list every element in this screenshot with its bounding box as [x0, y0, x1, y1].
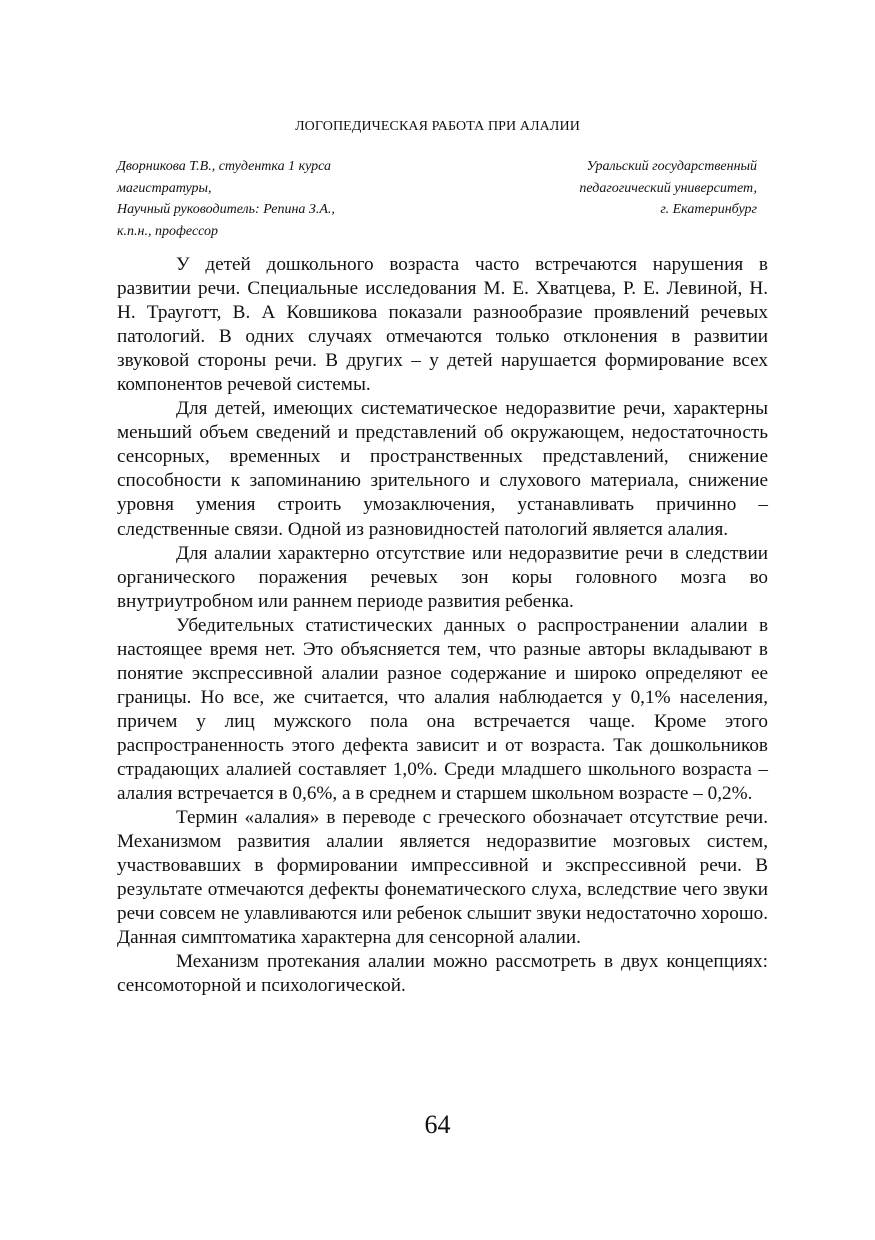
paragraph: Для алалии характерно отсутствие или недоразвитие речи в следствии органического поражения речевых зон коры головного мозга во внутриутробном или раннем периоде развития ребенка.: [117, 542, 768, 612]
paragraph: Термин «алалия» в переводе с греческого обозначает отсутствие речи. Механизмом развития алалии является недоразвитие мозговых систем, участвовавших в формировании импрессивной и экспрессивной речи. В результате отмечаются дефекты фонематического слуха, вследствие чего звуки речи совсем не улавливаются или ребенок слышит звуки недостаточно хорошо. Данная симптоматика характерна для сенсорной алалии.: [117, 807, 768, 949]
article-body: [117, 253, 768, 998]
affiliation-line: Уральский государственный: [586, 159, 757, 174]
author-info: [117, 156, 417, 242]
author-line: Научный руководитель: Репина З.А.,: [117, 202, 335, 218]
article-title: ЛОГОПЕДИЧЕСКАЯ РАБОТА ПРИ АЛАЛИИ: [295, 119, 580, 134]
page-number: 64: [424, 1110, 451, 1139]
paragraph: Механизм протекания алалии можно рассмотреть в двух концепциях: сенсомоторной и психологической.: [117, 951, 768, 997]
author-line: к.п.н., профессор: [117, 223, 219, 239]
author-line: магистратуры,: [117, 180, 212, 196]
author-line: Дворникова Т.В., студентка 1 курса: [117, 159, 331, 174]
author-block: [117, 156, 757, 242]
affiliation-line: г. Екатеринбург: [660, 202, 757, 218]
paragraph: У детей дошкольного возраста часто встречаются нарушения в развитии речи. Специальные исследования М. Е. Хватцева, Р. Е. Левиной, Н. Н. Трауготт, В. А Ковшикова показали разнообразие проявлений речевых патологий. В одних случаях отмечаются только отклонения в развитии звуковой стороны речи. В других – у детей нарушается формирование всех компонентов речевой системы.: [117, 254, 768, 396]
affiliation-line: педагогический университет,: [579, 180, 757, 196]
paragraph: Убедительных статистических данных о распространении алалии в настоящее время нет. Это объясняется тем, что разные авторы вкладывают в понятие экспрессивной алалии разное содержание и широко определяют ее границы. Но все, же считается, что алалия наблюдается у 0,1% населения, причем у лиц мужского пола она встречается чаще. Кроме этого распространенность этого дефекта зависит и от возраста. Так дошкольников страдающих алалией составляет 1,0%. Среди младшего школьного возраста – алалия встречается в 0,6%, а в среднем и старшем школьном возрасте – 0,2%.: [117, 614, 768, 805]
paragraph: Для детей, имеющих систематическое недоразвитие речи, характерны меньший объем сведений и представлений об окружающем, недостаточность сенсорных, временных и пространственных представлений, снижение способности к запоминанию зрительного и слухового материала, снижение уровня умения строить умозаключения, устанавливать причинно – следственные связи. Одной из разновидностей патологий является алалия.: [117, 398, 768, 540]
affiliation-info: [457, 156, 757, 221]
